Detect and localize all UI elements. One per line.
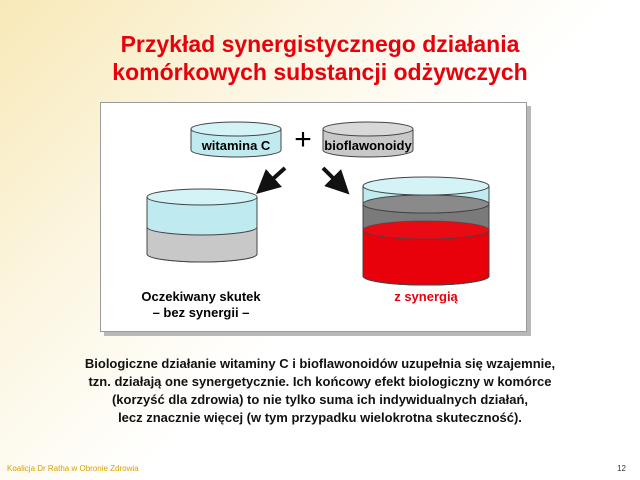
synergy-label: z synergią bbox=[394, 289, 458, 304]
arrow-right bbox=[323, 168, 341, 186]
diagram-panel bbox=[100, 102, 527, 332]
slide-title bbox=[0, 30, 640, 86]
vitamin-c-label: witamina C bbox=[201, 138, 271, 153]
description-line-2: tzn. działają one synergetycznie. Ich końcowy efekt biologiczny w komórce bbox=[88, 374, 552, 389]
footer-organization: Koalicja Dr Ratha w Obronie Zdrowia bbox=[7, 464, 139, 473]
description-line-3: (korzyść dla zdrowia) to nie tylko suma ich indywidualnych działań, bbox=[111, 392, 529, 407]
description-text bbox=[40, 355, 600, 427]
description-line-4: lecz znacznie więcej (w tym przypadku wielokrotna skuteczność). bbox=[118, 410, 522, 425]
bioflavonoids-label: bioflawonoidy bbox=[324, 138, 412, 153]
arrow-left bbox=[265, 168, 285, 186]
slide-title-line-2: komórkowych substancji odżywczych bbox=[112, 59, 528, 85]
synergy-cylinder bbox=[363, 177, 489, 285]
slide-title-line-1: Przykład synergistycznego działania bbox=[120, 31, 520, 57]
description-line-1: Biologiczne działanie witaminy C i bioflawonoidów uzupełnia się wzajemnie, bbox=[84, 356, 556, 371]
expected-effect-label bbox=[121, 289, 281, 321]
expected-effect-label-line-1: Oczekiwany skutek bbox=[141, 289, 261, 304]
expected-effect-cylinder bbox=[147, 189, 257, 262]
plus-sign: + bbox=[294, 123, 312, 156]
expected-effect-label-line-2: – bez synergii – bbox=[152, 305, 250, 320]
page-number: 12 bbox=[617, 464, 626, 473]
